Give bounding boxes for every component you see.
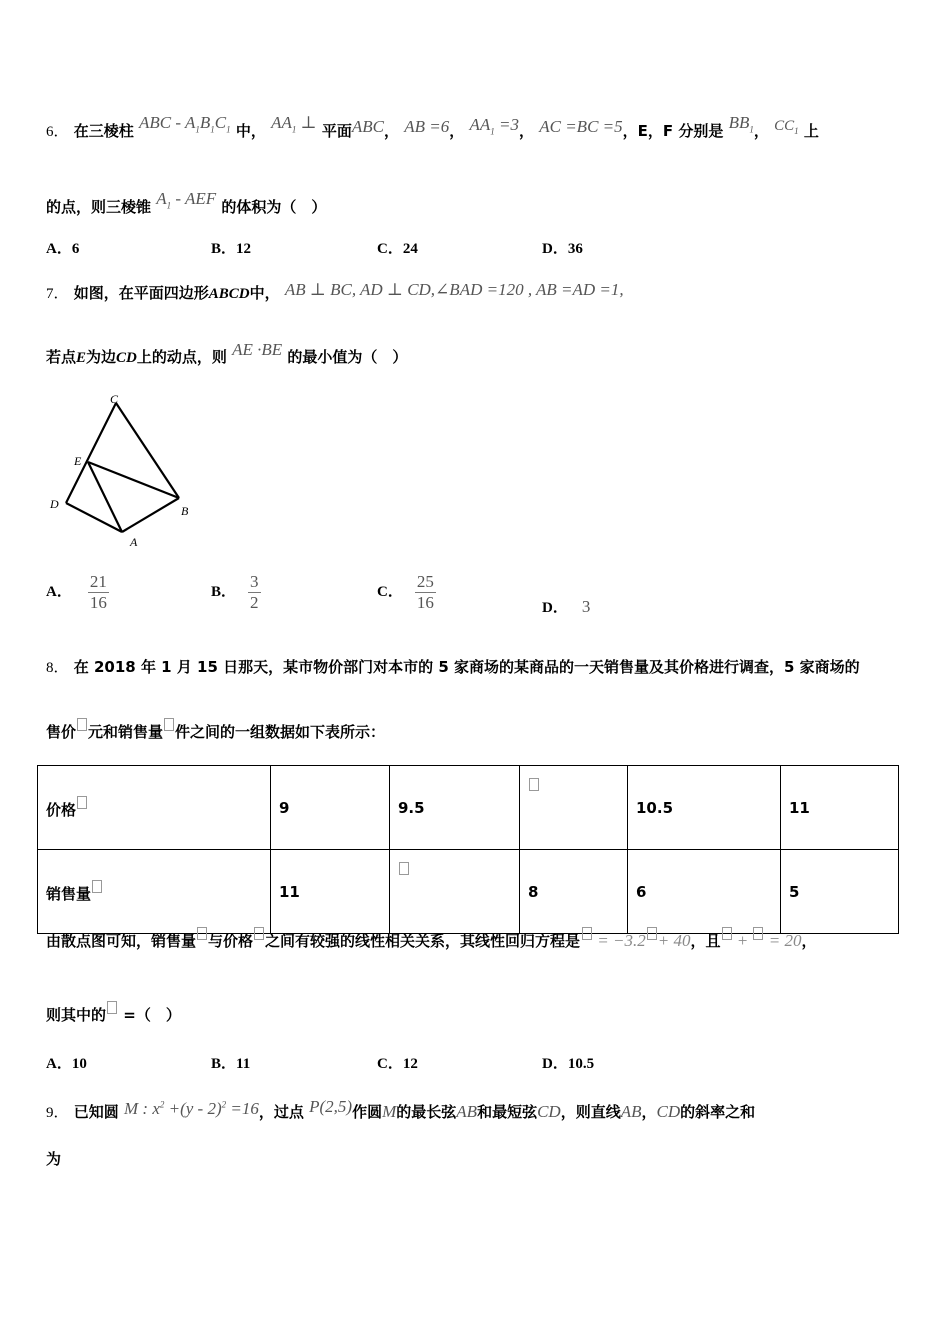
q6-line2 xyxy=(46,189,326,217)
q8-text: 元和销售量 xyxy=(88,723,164,741)
table-cell: 11 xyxy=(271,850,390,934)
q7-option-a[interactable]: A． $\frac{21}{16}$ xyxy=(46,572,107,612)
placeholder-x-box xyxy=(77,718,87,731)
q8-text: 之间有较强的线性相关关系，其线性回归方程是 xyxy=(265,932,581,950)
placeholder-box xyxy=(77,796,87,809)
q9-number: 9． xyxy=(46,1105,69,1121)
placeholder-box xyxy=(529,778,539,791)
table-header-sales: 销售量 xyxy=(38,850,271,934)
q7-option-a-fraction: $\frac{21}{16}$ xyxy=(89,572,107,612)
q7-option-b-fraction: $\frac{3}{2}$ xyxy=(250,572,259,612)
q6-text: ， xyxy=(518,122,534,140)
placeholder-box xyxy=(753,927,763,940)
q9-math-cd: CD xyxy=(537,1102,561,1121)
q7-text: 中， xyxy=(249,284,280,302)
q7-text: 如图，在平面四边形 xyxy=(73,284,209,302)
placeholder-box xyxy=(107,1001,117,1014)
q6-text: ， xyxy=(753,122,769,140)
q8-line4 xyxy=(46,1001,181,1025)
q6-math-aa1: $AA_1$ ⊥ xyxy=(271,113,317,135)
q9-text: ，过点 xyxy=(258,1103,304,1121)
placeholder-yhat-box xyxy=(582,927,592,940)
q6-math-aa1-3: $AA_1 =3$ xyxy=(469,115,519,137)
label-b: B xyxy=(181,504,189,518)
q8-text: 售价 xyxy=(46,723,77,741)
q7-line1 xyxy=(46,280,624,303)
q7-option-d[interactable]: D． 3 xyxy=(542,597,591,616)
label-e: E xyxy=(74,454,82,468)
q7-option-b[interactable]: B． $\frac{3}{2}$ xyxy=(211,572,259,612)
placeholder-y-box xyxy=(164,718,174,731)
q7-figure xyxy=(44,390,204,550)
q8-text: 件之间的一组数据如下表所示： xyxy=(175,723,386,741)
table-row xyxy=(38,850,899,934)
q9-text: 已知圆 xyxy=(73,1103,119,1121)
q6-math-abc: ABC xyxy=(351,117,384,136)
placeholder-box xyxy=(722,927,732,940)
q8-text: 则其中的 xyxy=(46,1006,107,1024)
q9-text: ， xyxy=(641,1103,657,1121)
q7-text: 为边 xyxy=(86,348,117,366)
table-cell-unknown xyxy=(390,850,520,934)
q8-option-c[interactable]: C．12 xyxy=(377,1056,418,1072)
q6-math-ab: AB =6 xyxy=(404,117,450,136)
q6-text: 的点，则三棱锥 xyxy=(46,198,152,216)
placeholder-box xyxy=(647,927,657,940)
q6-math-bb1: $BB_1$ xyxy=(728,113,754,135)
q7-text-e: E xyxy=(76,350,87,366)
edge-cb xyxy=(116,403,179,498)
label-a: A xyxy=(130,535,138,549)
q6-number: 6． xyxy=(46,124,69,140)
placeholder-box xyxy=(399,862,409,875)
q7-text: 的最小值为（ ） xyxy=(287,348,408,366)
q6-option-c[interactable]: C．24 xyxy=(377,241,418,257)
q8-table xyxy=(37,765,899,934)
q6-text: ，E，F 分别是 xyxy=(622,122,724,140)
q6-text: ， xyxy=(383,122,399,140)
label-d: D xyxy=(50,497,59,511)
q6-math-cc1: $CC_1$ xyxy=(774,118,799,136)
q9-math-m: M xyxy=(382,1102,397,1121)
placeholder-box xyxy=(254,927,264,940)
q9-math-circle: M : $x^2 +(y - 2)^2 =16$ xyxy=(124,1099,259,1118)
table-header-price: 价格 xyxy=(38,766,271,850)
q7-text: 上的动点，则 xyxy=(136,348,227,366)
edge-da xyxy=(66,503,122,532)
table-cell: 10.5 xyxy=(628,766,781,850)
q9-text: 作圆 xyxy=(352,1103,383,1121)
q7-math-conditions: AB ⊥ BC, AD ⊥ CD,∠BAD =120 , AB =AD =1, xyxy=(284,280,624,299)
q6-option-d[interactable]: D．36 xyxy=(542,241,583,257)
q9-math-cd2: CD xyxy=(656,1102,681,1121)
edge-ab xyxy=(122,498,179,532)
q8-text: 由散点图可知，销售量 xyxy=(46,932,197,950)
q7-math-dot: AE ·BE xyxy=(232,340,283,359)
q6-text: 上 xyxy=(803,122,819,140)
q8-option-d[interactable]: D．10.5 xyxy=(542,1056,595,1072)
table-cell: 8 xyxy=(520,850,628,934)
q6-text: 中， xyxy=(235,122,266,140)
q9-math-point: P(2,5) xyxy=(309,1097,353,1116)
q7-number: 7． xyxy=(46,286,69,302)
q8-text: 与价格 xyxy=(208,932,254,950)
q8-text: 在 2018 年 1 月 15 日那天，某市物价部门对本市的 5 家商场的某商品的一天销售量及其价格进行调查，5 家商场的 xyxy=(73,658,860,676)
q6-text: 的体积为（ ） xyxy=(221,198,327,216)
q8-option-b[interactable]: B．11 xyxy=(211,1056,251,1072)
q9-text: 和最短弦 xyxy=(477,1103,538,1121)
q9-text: ，则直线 xyxy=(560,1103,621,1121)
q7-text-cd: CD xyxy=(116,350,137,366)
table-cell: 5 xyxy=(781,850,899,934)
q8-text: ， xyxy=(801,932,817,950)
q8-line2 xyxy=(46,718,385,742)
q9-math-ab2: AB xyxy=(620,1102,642,1121)
q7-line2 xyxy=(46,340,407,367)
q8-regression-equation: = −3.2 + 40 xyxy=(593,931,690,950)
q6-text: 平面 xyxy=(321,122,352,140)
table-cell: 9.5 xyxy=(390,766,520,850)
q6-math-prism: ABC - $A_1B_1C_1$ xyxy=(139,113,231,135)
q8-line3 xyxy=(46,927,816,951)
q6-option-b[interactable]: B．12 xyxy=(211,241,252,257)
q8-number: 8． xyxy=(46,660,69,676)
table-cell: 11 xyxy=(781,766,899,850)
q9-line2 xyxy=(46,1148,61,1169)
q9-text: 的最长弦 xyxy=(396,1103,457,1121)
placeholder-box xyxy=(92,880,102,893)
edge-cd xyxy=(66,403,116,503)
table-cell: 9 xyxy=(271,766,390,850)
q7-option-c[interactable]: C． $\frac{25}{16}$ xyxy=(377,572,434,612)
table-row xyxy=(38,766,899,850)
q8-option-a[interactable]: A．10 xyxy=(46,1056,87,1072)
q9-math-ab: AB xyxy=(456,1102,478,1121)
table-cell: 6 xyxy=(628,850,781,934)
q9-text: 为 xyxy=(46,1150,62,1168)
q8-text: =（ ） xyxy=(123,1006,181,1024)
q9-line1 xyxy=(46,1097,755,1122)
q7-text-abcd: ABCD xyxy=(208,286,250,302)
q6-text: 在三棱柱 xyxy=(73,122,134,140)
placeholder-box xyxy=(197,927,207,940)
q7-option-c-fraction: $\frac{25}{16}$ xyxy=(416,572,434,612)
q6-line1 xyxy=(46,113,819,141)
q6-math-acbc: AC =BC =5 xyxy=(539,117,623,136)
q6-math-pyramid: $A_1$ - AEF xyxy=(156,189,217,211)
q9-text: 的斜率之和 xyxy=(680,1103,756,1121)
q6-option-a[interactable]: A．6 xyxy=(46,241,80,257)
q8-line1 xyxy=(46,656,860,677)
q7-text: 若点 xyxy=(46,348,77,366)
table-cell-unknown xyxy=(520,766,628,850)
q8-sum-equation: + = 20 xyxy=(733,931,802,950)
label-c: C xyxy=(110,392,119,406)
q6-text: ， xyxy=(449,122,465,140)
q8-text: ，且 xyxy=(690,932,721,950)
